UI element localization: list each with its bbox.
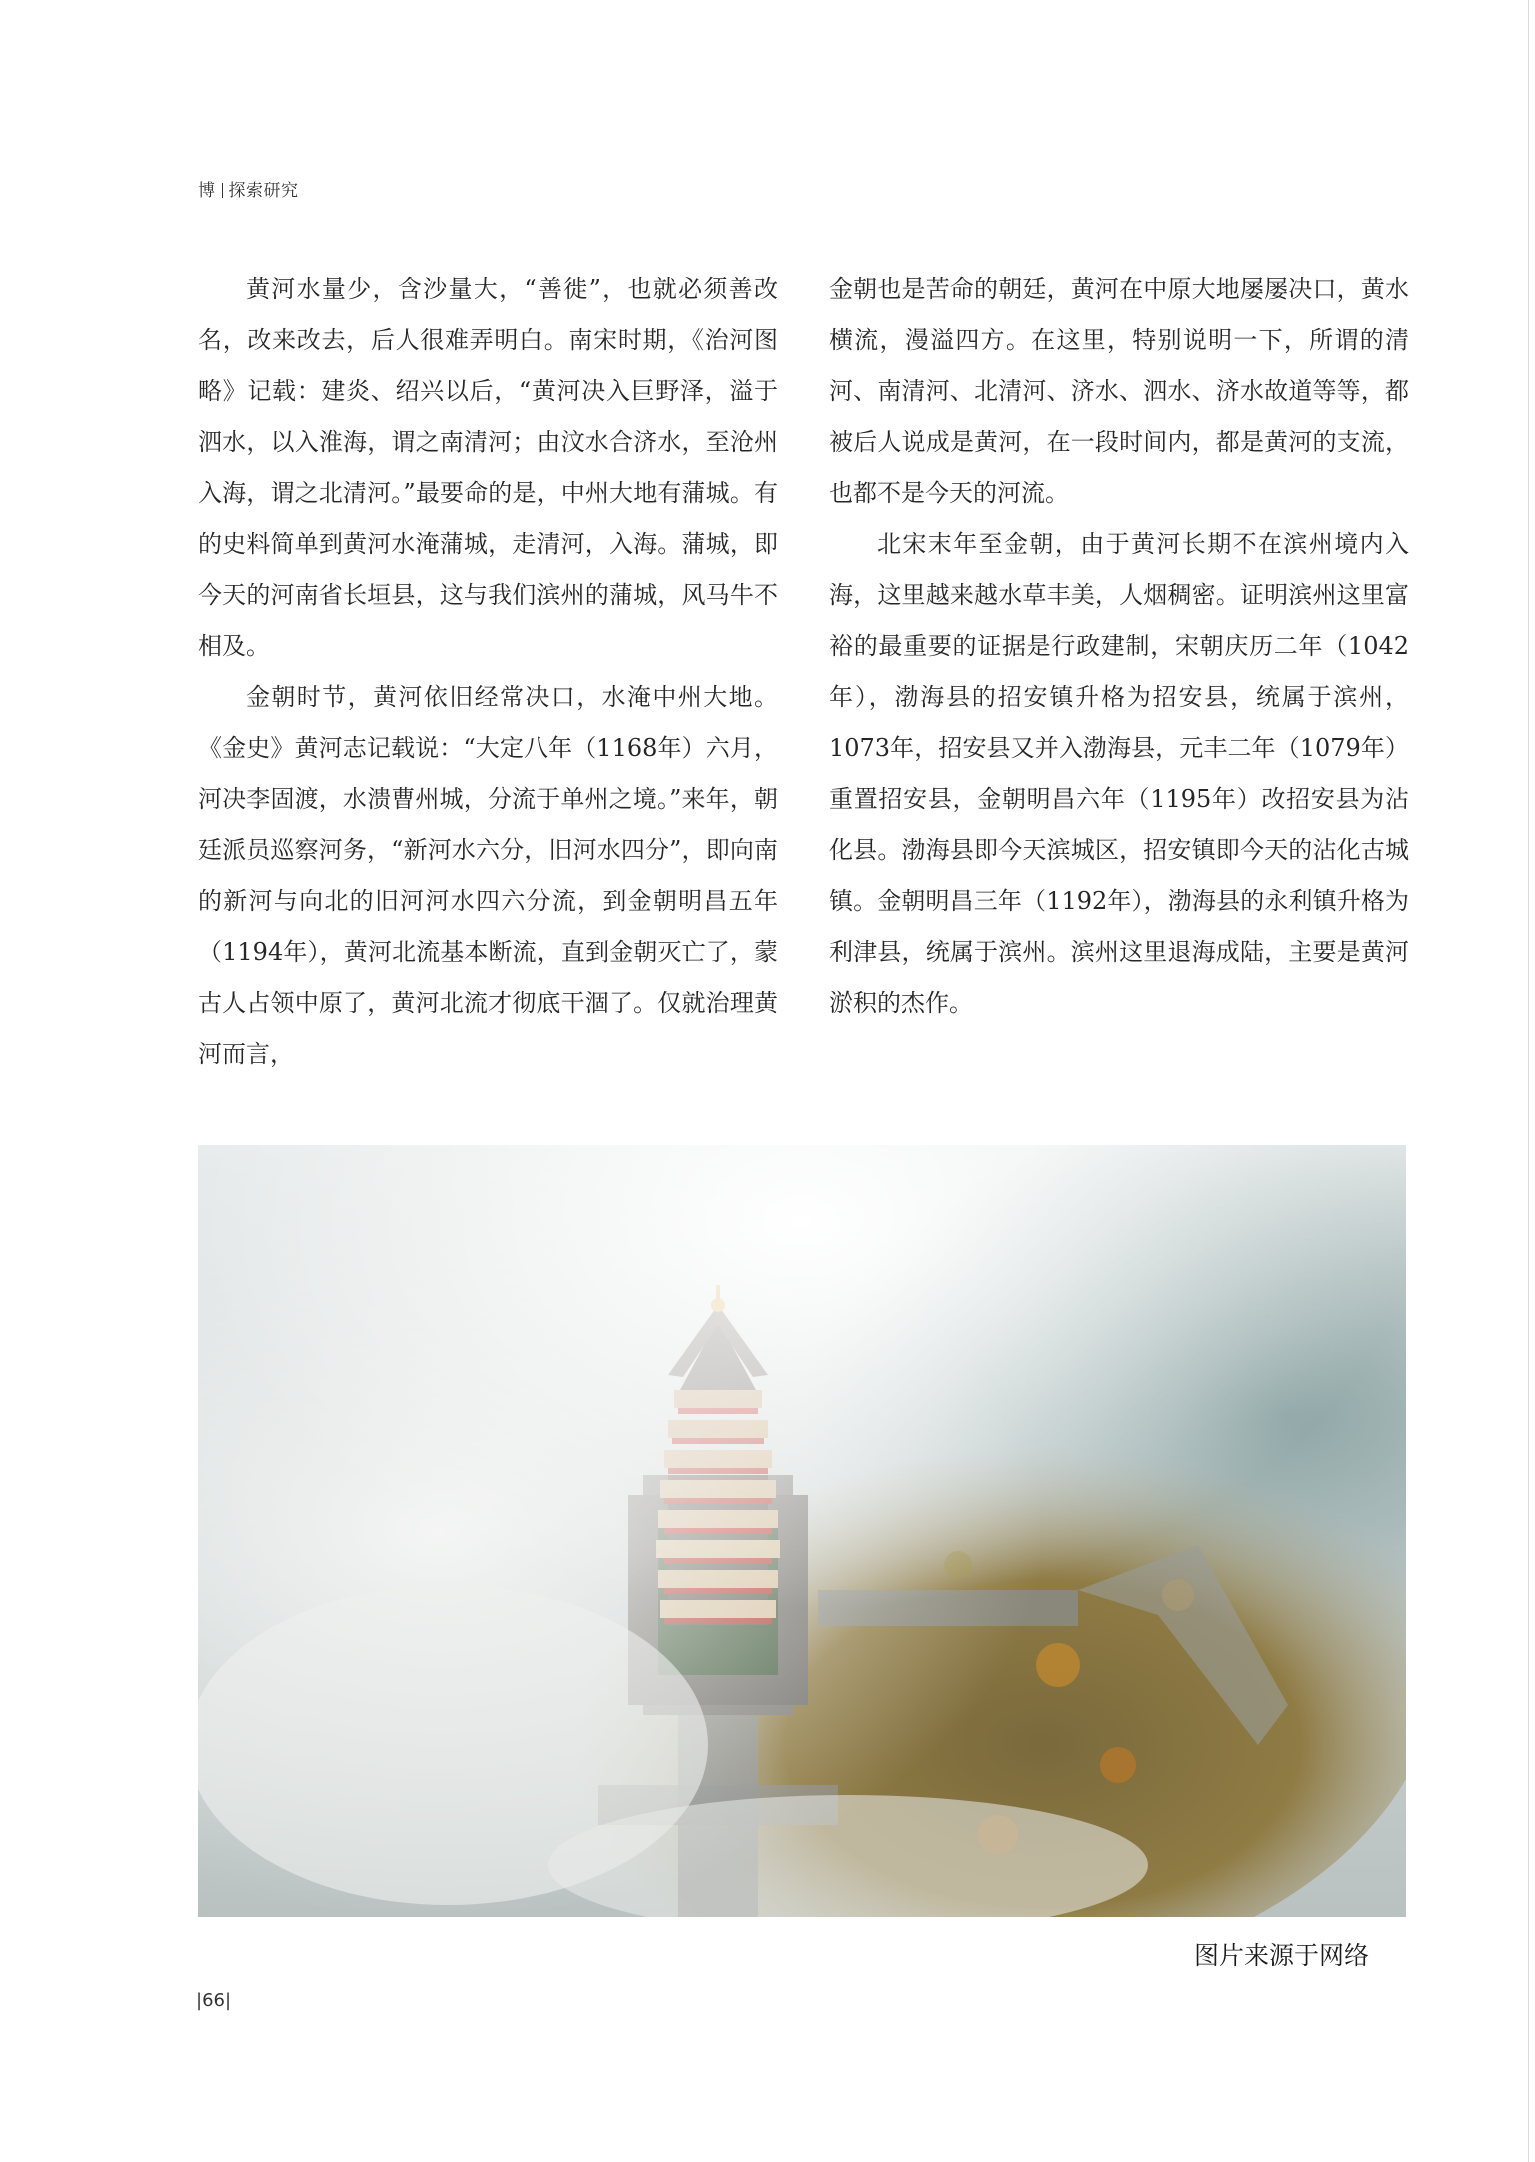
photo-caption: 图片来源于网络 [1193,1941,1369,1970]
right-paragraph-2: 北宋末年至金朝，由于黄河长期不在滨州境内入海，这里越来越水草丰美，人烟稠密。证明滨州这里富裕的最重要的证据是行政建制，宋朝庆历二年（1042年），渤海县的招安镇升格为招安县，统属于滨州，1073年，招安县又并入渤海县，元丰二年（1079年）重置招安县，金朝明昌六年（1195年）改招安县为沾化县。渤海县即今天滨城区，招安镇即今天的沾化古城镇。金朝明昌三年（1192年），渤海县的永利镇升格为利津县，统属于滨州。滨州这里退海成陆，主要是黄河淤积的杰作。 [829,530,1409,1017]
left-paragraph-2: 金朝时节，黄河依旧经常决口，水淹中州大地。《金史》黄河志记载说：“大定八年（1168年）六月，河决李固渡，水溃曹州城，分流于单州之境。”来年，朝廷派员巡察河务，“新河水六分，旧河水四分”，即向南的新河与向北的旧河河水四六分流，到金朝明昌五年（1194年），黄河北流基本断流，直到金朝灭亡了，蒙古人占领中原了，黄河北流才彻底干涸了。仅就治理黄河而言， [198,683,778,1068]
article-left-column [198,264,778,1080]
aerial-pagoda-photo [198,1145,1406,1917]
pagoda-illustration [198,1145,1406,1917]
article-right-column [829,264,1409,1029]
left-paragraph-1: 黄河水量少，含沙量大，“善徙”，也就必须善改名，改来改去，后人很难弄明白。南宋时期，《治河图略》记载：建炎、绍兴以后，“黄河决入巨野泽，溢于泗水，以入淮海，谓之南清河；由汶水合济水，至沧州入海，谓之北清河。”最要命的是，中州大地有蒲城。有的史料简单到黄河水淹蒲城，走清河，入海。蒲城，即今天的河南省长垣县，这与我们滨州的蒲城，风马牛不相及。 [198,275,778,660]
page-edge-line [1528,0,1529,2162]
header-column: 探索研究 [228,181,299,201]
header-section: 博 [198,181,216,201]
right-paragraph-1: 金朝也是苦命的朝廷，黄河在中原大地屡屡决口，黄水横流，漫溢四方。在这里，特别说明一下，所谓的清河、南清河、北清河、济水、泗水、济水故道等等，都被后人说成是黄河，在一段时间内，都是黄河的支流，也都不是今天的河流。 [829,275,1409,507]
page-number: |66| [196,1990,232,2011]
header-separator [222,183,223,198]
page-header [198,176,299,201]
